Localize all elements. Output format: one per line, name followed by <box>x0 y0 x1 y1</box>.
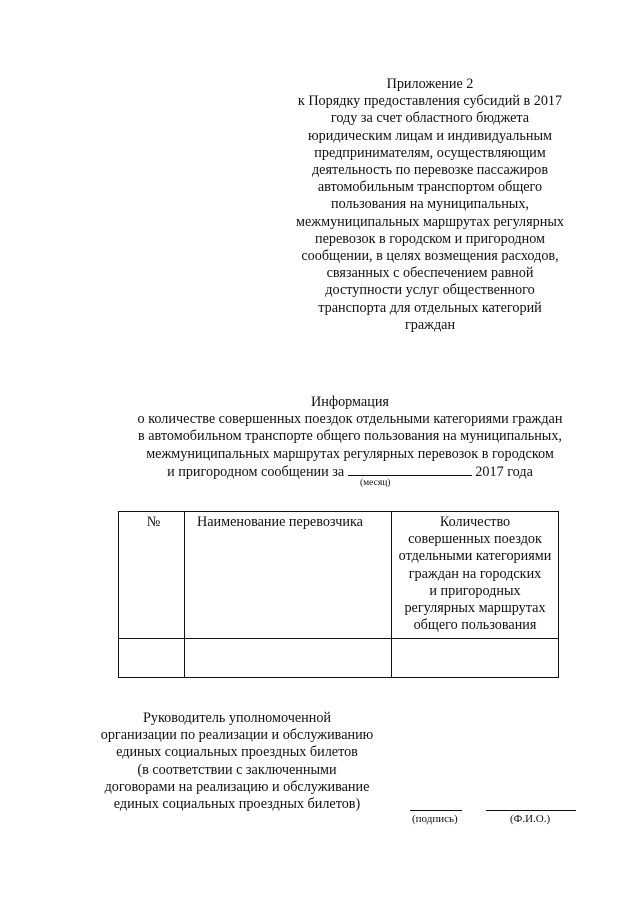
name-line[interactable] <box>486 810 576 811</box>
header-trips <box>392 512 559 639</box>
appendix-line: связанных с обеспечением равной <box>326 265 534 282</box>
appendix-block <box>270 76 590 334</box>
cell-number[interactable] <box>119 639 185 678</box>
header-trips-line: и пригородных <box>429 582 521 599</box>
header-trips-line: граждан на городских <box>408 565 542 582</box>
header-trips-line: совершенных поездок <box>408 531 542 548</box>
appendix-line: сообщении, в целях возмещения расходов, <box>301 248 559 265</box>
table-header-row <box>119 512 559 639</box>
trips-table <box>118 511 559 678</box>
signer-line: организации по реализации и обслуживанию <box>100 727 374 744</box>
title-period-suffix: 2017 года <box>475 463 533 480</box>
header-trips-line: Количество <box>439 514 511 530</box>
appendix-line: предпринимателям, осуществляющим <box>314 144 546 161</box>
appendix-line: перевозок в городском и пригородном <box>314 230 546 247</box>
appendix-line: автомобильным транспортом общего <box>317 179 543 196</box>
signer-line: (в соответствии с заключенными <box>137 761 337 778</box>
signature-caption: (подпись) <box>412 813 458 825</box>
appendix-line: юридическим лицам и индивидуальным <box>308 127 552 144</box>
appendix-line: доступности услуг общественного <box>325 282 535 299</box>
signature-line[interactable] <box>410 810 462 811</box>
appendix-line: граждан <box>404 316 456 333</box>
title-line-period <box>60 463 640 481</box>
name-caption: (Ф.И.О.) <box>510 813 551 825</box>
month-blank-field[interactable] <box>348 463 472 476</box>
signer-line: Руководитель уполномоченной <box>142 710 332 726</box>
signer-block <box>92 710 382 813</box>
signer-line: договорами на реализацию и обслуживание <box>104 778 370 795</box>
header-trips-line: общего пользования <box>413 617 537 634</box>
title-heading: Информация <box>311 394 389 410</box>
appendix-line: Приложение 2 <box>386 76 474 92</box>
header-trips-line: регулярных маршрутах <box>404 600 546 617</box>
appendix-line: году за счет областного бюджета <box>330 110 530 127</box>
signer-line: единых социальных проездных билетов) <box>113 796 361 813</box>
signer-line: единых социальных проездных билетов <box>116 744 358 761</box>
title-line: в автомобильном транспорте общего пользования на муниципальных, <box>138 428 562 445</box>
appendix-line: к Порядку предоставления субсидий в 2017 <box>297 93 563 110</box>
title-line: о количестве совершенных поездок отдельными категориями граждан <box>137 411 563 428</box>
cell-carrier[interactable] <box>185 639 392 678</box>
title-period-prefix: и пригородном сообщении за <box>167 463 345 480</box>
appendix-line: межмуниципальных маршрутах регулярных <box>296 213 564 230</box>
header-carrier: Наименование перевозчика <box>185 512 392 639</box>
cell-trips[interactable] <box>392 639 559 678</box>
appendix-line: транспорта для отдельных категорий <box>318 299 542 316</box>
appendix-line: пользования на муниципальных, <box>331 196 529 213</box>
header-number: № <box>119 512 185 639</box>
appendix-line: деятельность по перевозке пассажиров <box>311 162 549 179</box>
header-trips-line: отдельными категориями <box>398 548 552 565</box>
month-caption: (месяц) <box>360 478 391 488</box>
title-line: межмуниципальных маршрутах регулярных перевозок в городском <box>146 445 554 462</box>
document-title <box>60 394 640 481</box>
table-row <box>119 639 559 678</box>
